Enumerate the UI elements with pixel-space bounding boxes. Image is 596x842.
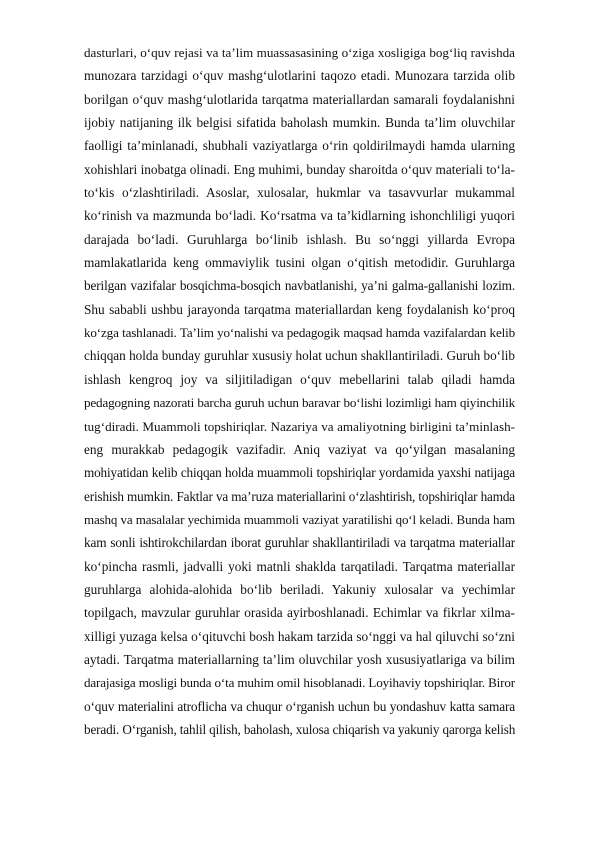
- text-line: pedagogning nazorati barcha guruh uchun baravar bo‘lishi lozimligi ham qiyinchilik: [84, 395, 515, 411]
- text-line: faolligi ta’minlanadi, shubhali vaziyatlarga o‘rin qoldirilmaydi hamda ularning: [84, 138, 515, 154]
- text-line: ko‘pincha rasmli, jadvalli yoki matnli shaklda tarqatiladi. Tarqatma materiallar: [84, 558, 515, 574]
- text-line: xohishlari inobatga olinadi. Eng muhimi, bunday sharoitda o‘quv materiali to‘la-: [84, 161, 515, 177]
- text-line: ko‘rinish va mazmunda bo‘ladi. Ko‘rsatma va ta’kidlarning ishonchliligi yuqori: [84, 208, 515, 224]
- text-line: berilgan vazifalar bosqichma-bosqich navbatlanishi, ya’ni galma-gallanishi lozim.: [84, 278, 515, 294]
- text-line: chiqqan holda bunday guruhlar xususiy holat uchun shakllantiriladi. Guruh bo‘lib: [84, 348, 515, 364]
- text-line: to‘kis o‘zlashtiriladi. Asoslar, xulosalar, hukmlar va tasavvurlar mukammal: [84, 185, 515, 201]
- text-line: ijobiy natijaning ilk belgisi sifatida baholash mumkin. Bunda ta’lim oluvchilar: [84, 115, 515, 131]
- text-line: munozara tarzidagi o‘quv mashg‘ulotlarini taqozo etadi. Munozara tarzida olib: [84, 68, 515, 84]
- text-line: mohiyatidan kelib chiqqan holda muammoli topshiriqlar yordamida yaxshi natijaga: [84, 465, 515, 481]
- text-line: kam sonli ishtirokchilardan iborat guruhlar shakllantiriladi va tarqatma materiallar: [84, 535, 515, 551]
- text-line: tug‘diradi. Muammoli topshiriqlar. Nazariya va amaliyotning birligini ta’minlash-: [84, 418, 515, 434]
- text-line: borilgan o‘quv mashg‘ulotlarida tarqatma materiallardan samarali foydalanishni: [84, 91, 515, 107]
- text-line: topilgach, mavzular guruhlar orasida ayirboshlanadi. Echimlar va fikrlar xilma-: [84, 605, 515, 621]
- body-text: [84, 41, 515, 741]
- text-line: xilligi yuzaga kelsa o‘qituvchi bosh hakam tarzida so‘nggi va hal qiluvchi so‘zni: [84, 628, 515, 644]
- text-line: darajasiga mosligi bunda o‘ta muhim omil hisoblanadi. Loyihaviy topshiriqlar. Biror: [84, 675, 515, 691]
- text-line: dasturlari, o‘quv rejasi va ta’lim muassasasining o‘ziga xosligiga bog‘liq ravishda: [84, 45, 515, 60]
- text-line: Shu sababli ushbu jarayonda tarqatma materiallardan keng foydalanish ko‘proq: [84, 301, 515, 317]
- text-line: guruhlarga alohida-alohida bo‘lib beriladi. Yakuniy xulosalar va yechimlar: [84, 581, 515, 597]
- text-line: ishlash kengroq joy va siljitiladigan o‘quv mebellarini talab qiladi hamda: [84, 371, 515, 387]
- text-line: mashq va masalalar yechimida muammoli vaziyat yaratilishi qo‘l keladi. Bunda ham: [84, 511, 515, 527]
- text-line: eng murakkab pedagogik vazifadir. Aniq vaziyat va qo‘yilgan masalaning: [84, 441, 515, 457]
- text-line: ko‘zga tashlanadi. Ta’lim yo‘nalishi va pedagogik maqsad hamda vazifalardan kelib: [84, 325, 515, 341]
- text-line: beradi. O‘rganish, tahlil qilish, baholash, xulosa chiqarish va yakuniy qarorga kelish: [84, 721, 515, 737]
- text-line: erishish mumkin. Faktlar va ma’ruza materiallarini o‘zlashtirish, topshiriqlar hamda: [84, 488, 515, 504]
- text-line: o‘quv materialini atroflicha va chuqur o‘rganish uchun bu yondashuv katta samara: [84, 698, 515, 714]
- text-line: mamlakatlarida keng ommaviylik tusini olgan o‘qitish metodidir. Guruhlarga: [84, 255, 515, 271]
- text-line: darajada bo‘ladi. Guruhlarga bo‘linib ishlash. Bu so‘nggi yillarda Evropa: [84, 231, 515, 247]
- text-line: aytadi. Tarqatma materiallarning ta’lim oluvchilar yosh xususiyatlariga va bilim: [84, 651, 515, 667]
